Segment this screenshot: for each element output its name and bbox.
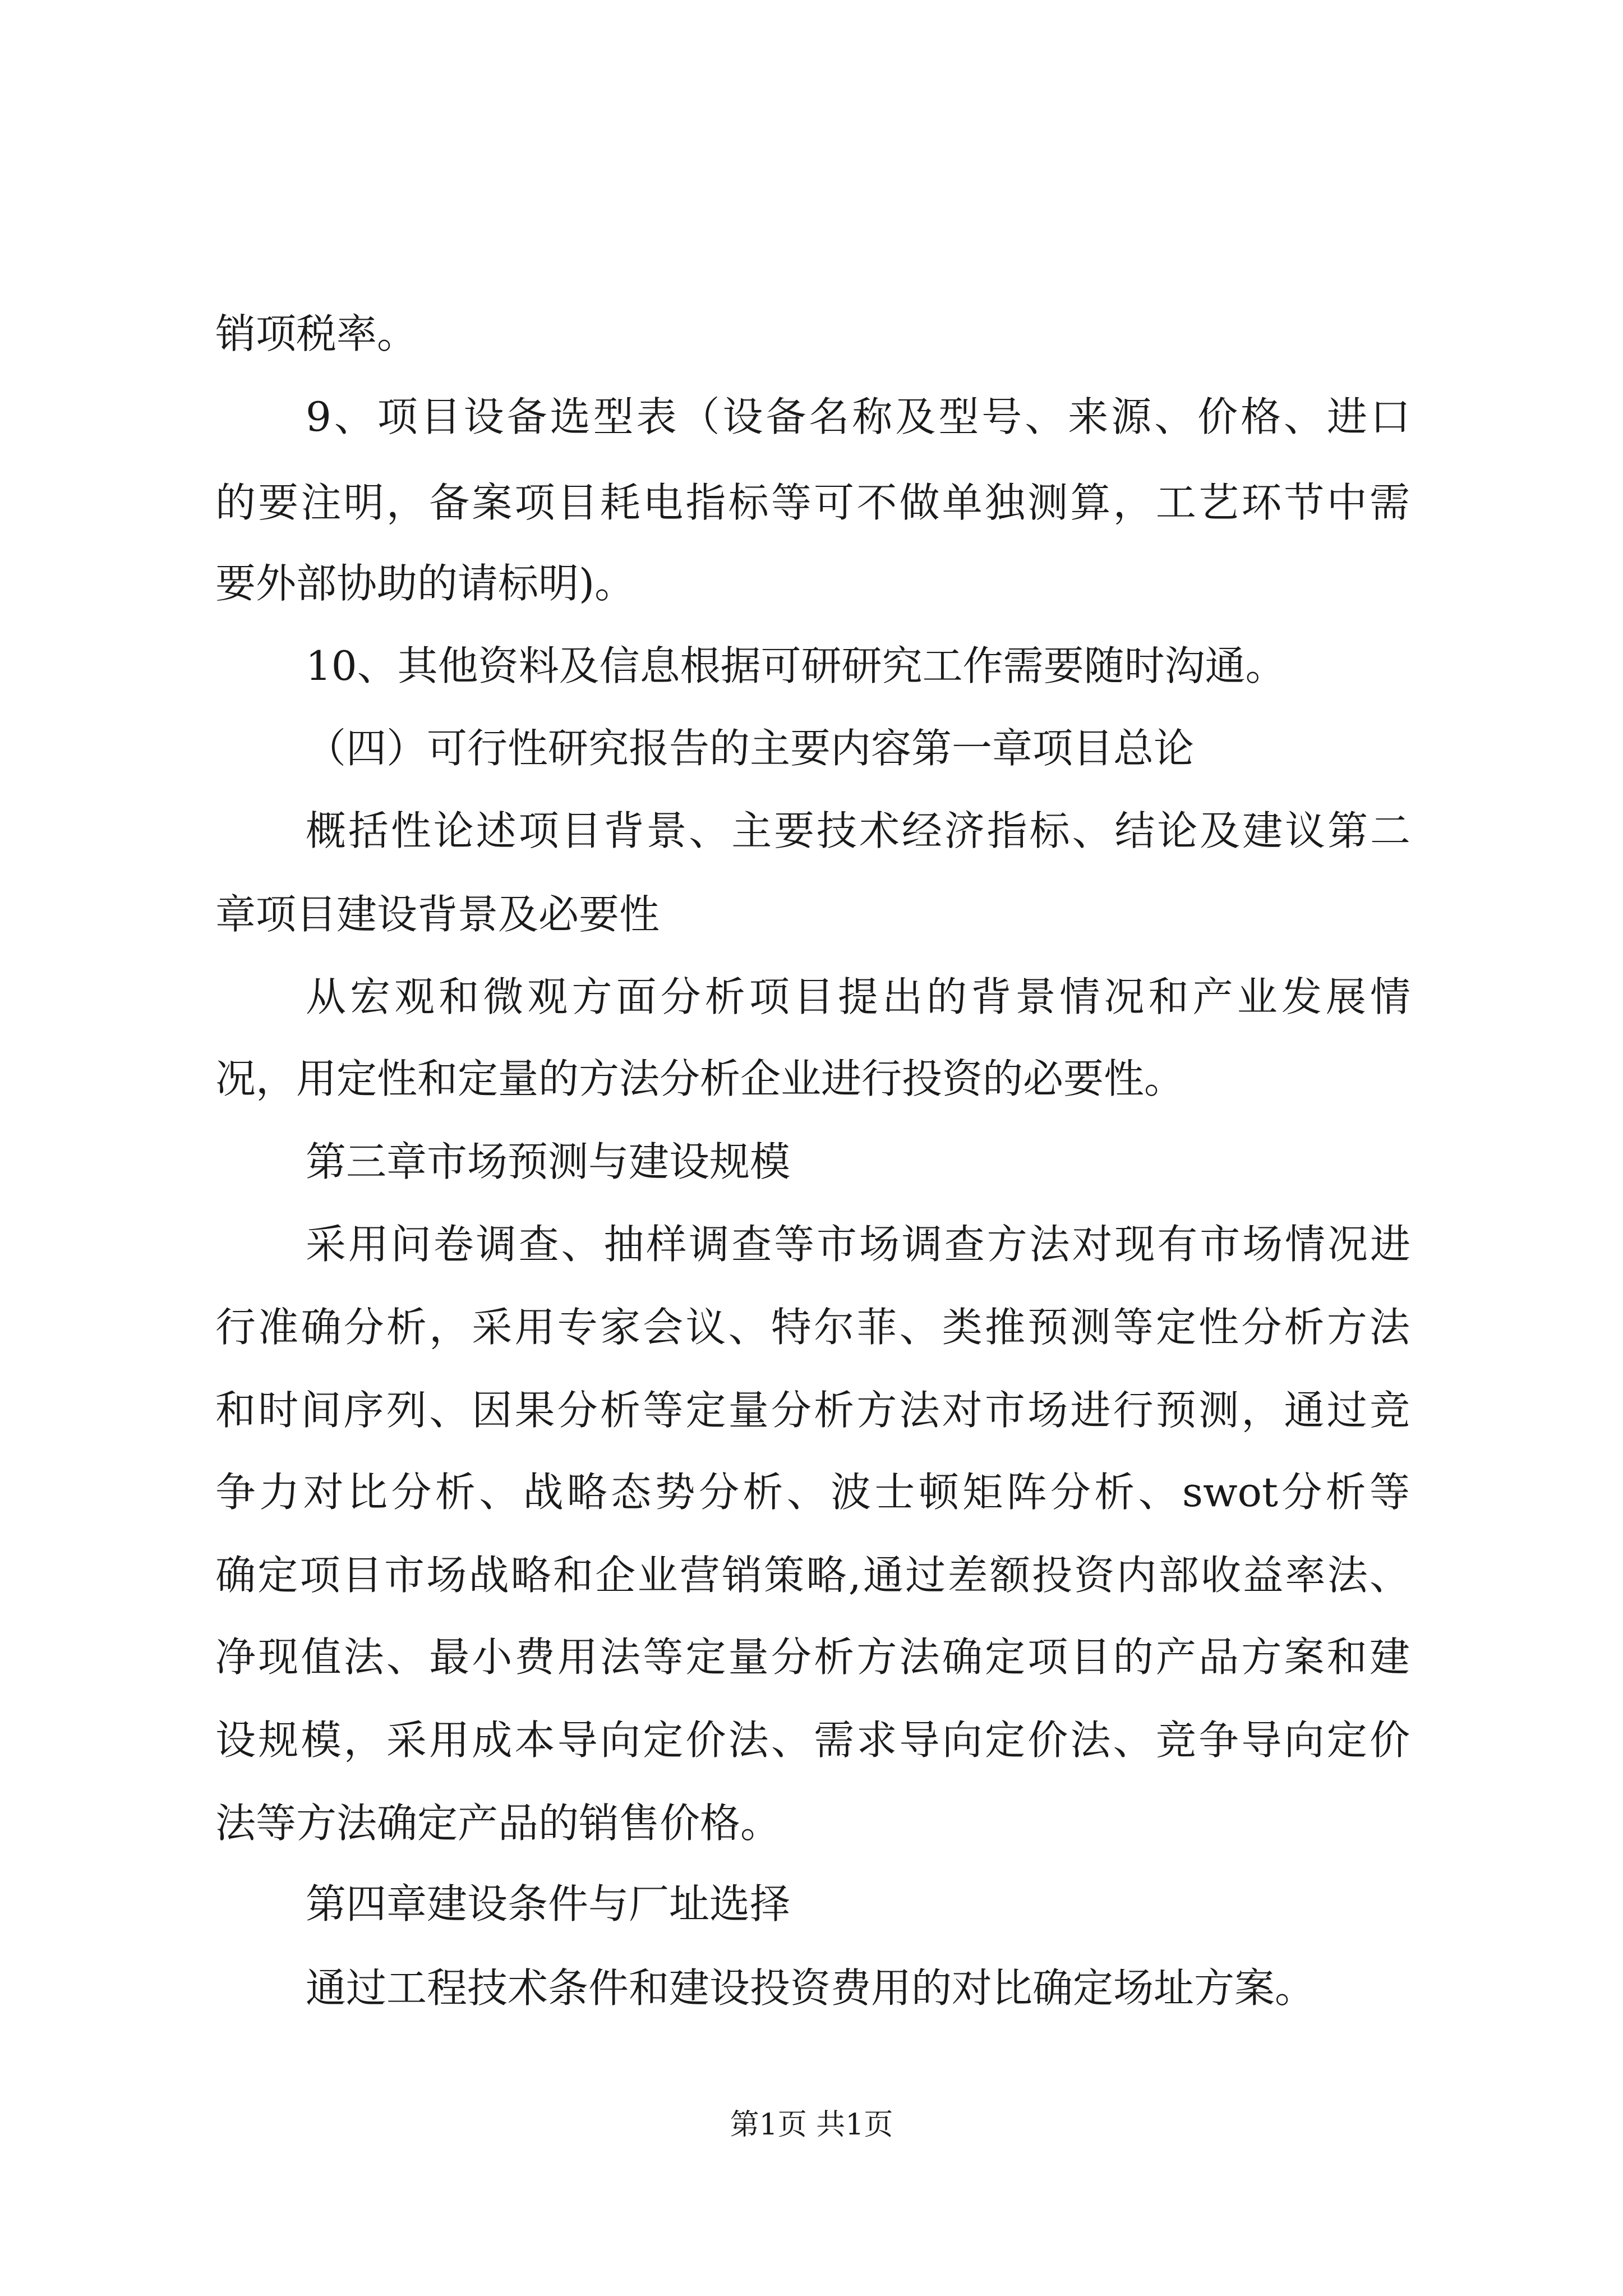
page-footer: 第1页 共1页 — [730, 2108, 893, 2142]
text-line: 销项税率。 — [215, 310, 418, 357]
text-line: 章项目建设背景及必要性 — [215, 891, 660, 938]
text-line: 概括性论述项目背景、主要技术经济指标、结论及建议第二 — [306, 807, 1410, 854]
text-line: 第三章市场预测与建设规模 — [306, 1138, 791, 1185]
text-line: 净现值法、最小费用法等定量分析方法确定项目的产品方案和建 — [215, 1634, 1410, 1681]
text-line: 要外部协助的请标明)。 — [215, 560, 635, 607]
text-line: 采用问卷调查、抽样调查等市场调查方法对现有市场情况进 — [306, 1221, 1410, 1268]
text-line: 10、其他资料及信息根据可研研究工作需要随时沟通。 — [306, 642, 1286, 689]
text-line: 和时间序列、因果分析等定量分析方法对市场进行预测，通过竞 — [215, 1387, 1410, 1434]
text-line: 从宏观和微观方面分析项目提出的背景情况和产业发展情 — [306, 973, 1410, 1020]
text-line: 行准确分析，采用专家会议、特尔菲、类推预测等定性分析方法 — [215, 1304, 1410, 1351]
text-line: 第四章建设条件与厂址选择 — [306, 1880, 791, 1927]
text-line: 确定项目市场战略和企业营销策略,通过差额投资内部收益率法、 — [215, 1552, 1410, 1599]
text-line: 通过工程技术条件和建设投资费用的对比确定场址方案。 — [306, 1964, 1316, 2012]
text-line: 法等方法确定产品的销售价格。 — [215, 1800, 781, 1847]
text-line: 的要注明，备案项目耗电指标等可不做单独测算，工艺环节中需 — [215, 479, 1410, 526]
text-line: 9、项目设备选型表（设备名称及型号、来源、价格、进口 — [306, 393, 1410, 440]
text-line: 争力对比分析、战略态势分析、波士顿矩阵分析、swot分析等 — [215, 1469, 1410, 1516]
text-line: 况，用定性和定量的方法分析企业进行投资的必要性。 — [215, 1055, 1185, 1102]
text-line: 设规模，采用成本导向定价法、需求导向定价法、竞争导向定价 — [215, 1717, 1410, 1764]
text-line: （四）可行性研究报告的主要内容第一章项目总论 — [306, 725, 1195, 772]
